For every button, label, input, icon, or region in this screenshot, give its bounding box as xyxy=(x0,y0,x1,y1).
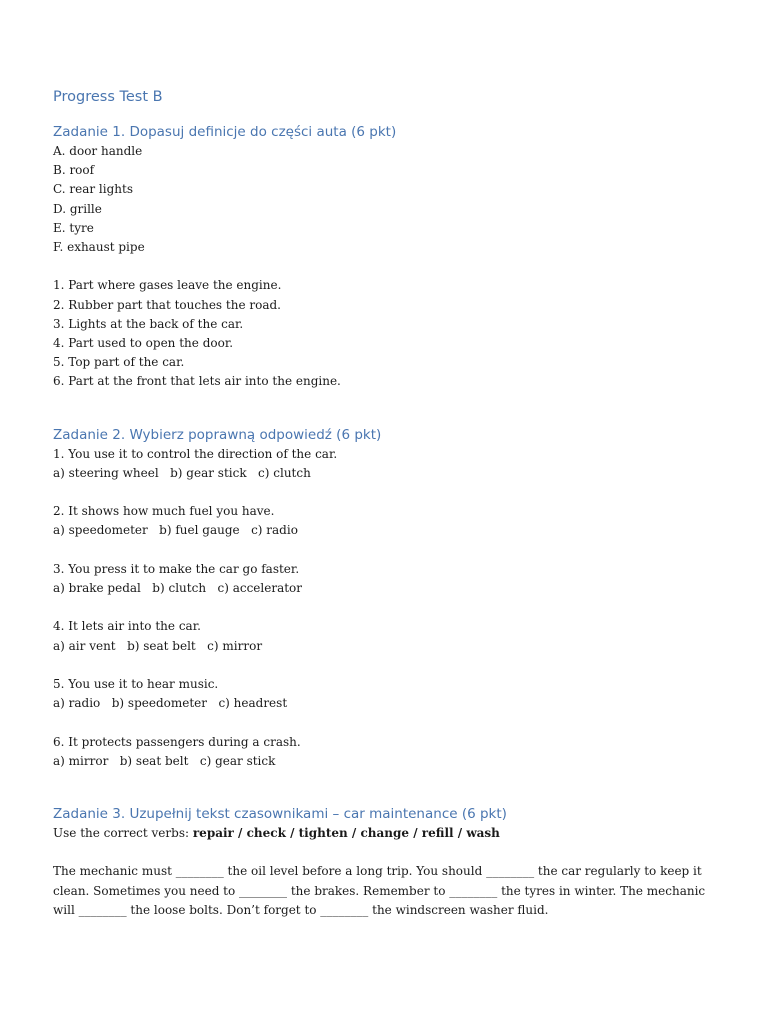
option-item: F. exhaust pipe xyxy=(53,240,145,255)
question-text: 5. You use it to hear music. xyxy=(53,677,219,691)
task3-heading: Zadanie 3. Uzupełnij tekst czasownikami – car maintenance (6 pkt) xyxy=(53,806,507,822)
task1-definitions-list xyxy=(53,276,728,391)
task2-question xyxy=(53,675,728,713)
task1-heading: Zadanie 1. Dopasuj definicje do części auta (6 pkt) xyxy=(53,124,397,140)
definition-item: 5. Top part of the car. xyxy=(53,355,185,370)
verb-list: repair / check / tighten / change / refill / wash xyxy=(192,826,500,840)
answer-options: a) steering wheel b) gear stick c) clutch xyxy=(53,465,311,480)
question-text: 4. It lets air into the car. xyxy=(53,619,201,634)
question-text: 2. It shows how much fuel you have. xyxy=(53,504,275,519)
option-item: D. grille xyxy=(53,201,102,216)
question-text: 3. You press it to make the car go faster. xyxy=(53,561,300,576)
option-item: C. rear lights xyxy=(53,182,133,197)
definition-item: 3. Lights at the back of the car. xyxy=(53,316,244,331)
task2-question xyxy=(53,617,728,655)
task3-instruction xyxy=(53,824,728,843)
answer-options: a) air vent b) seat belt c) mirror xyxy=(53,638,263,653)
answer-options: a) radio b) speedometer c) headrest xyxy=(53,696,288,711)
instruction-prefix: Use the correct verbs: xyxy=(53,826,193,840)
question-text: 6. It protects passengers during a crash. xyxy=(53,734,301,749)
task1-options-list xyxy=(53,142,728,257)
option-item: E. tyre xyxy=(53,220,94,235)
question-text: 1. You use it to control the direction of the car. xyxy=(53,446,338,461)
page-title: Progress Test B xyxy=(53,89,163,105)
definition-item: 4. Part used to open the door. xyxy=(53,336,234,351)
task2-question xyxy=(53,445,728,483)
answer-options: a) brake pedal b) clutch c) accelerator xyxy=(53,581,303,596)
definition-item: 6. Part at the front that lets air into the engine. xyxy=(53,374,341,389)
option-item: B. roof xyxy=(53,163,95,178)
task2-question xyxy=(53,502,728,540)
task2-heading: Zadanie 2. Wybierz poprawną odpowiedź (6 pkt) xyxy=(53,426,382,443)
definition-item: 2. Rubber part that touches the road. xyxy=(53,297,281,312)
answer-options: a) speedometer b) fuel gauge c) radio xyxy=(53,523,298,538)
task2-question xyxy=(53,560,728,598)
task2-question xyxy=(53,733,728,771)
definition-item: 1. Part where gases leave the engine. xyxy=(53,278,282,293)
answer-options: a) mirror b) seat belt c) gear stick xyxy=(53,753,276,768)
task3-gap-fill-text: The mechanic must ________ the oil level before a long trip. You should ________ the car regularly to keep it clean. Sometimes you need to ________ the brakes. Remember to ________ the tyres in winter. The mechanic will ________ the loose bolts. Don’t forget to ________ the windscreen washer fluid. xyxy=(53,864,706,917)
option-item: A. door handle xyxy=(53,144,143,158)
